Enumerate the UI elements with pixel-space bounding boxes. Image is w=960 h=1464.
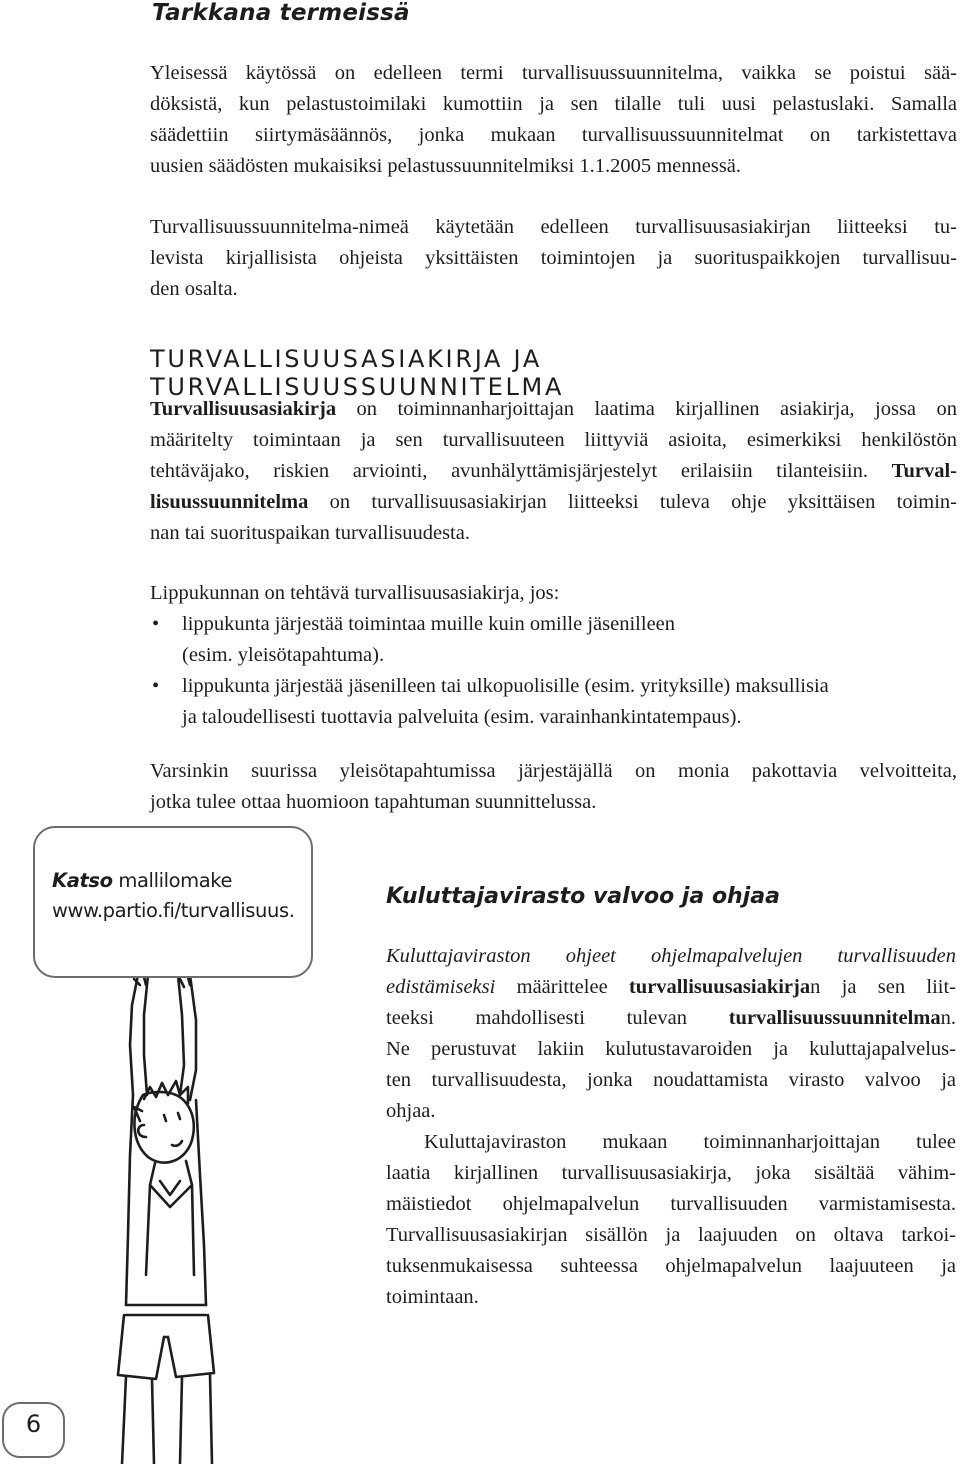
text-line: den osalta.: [150, 278, 238, 300]
text-line: [386, 1003, 956, 1034]
section-title: Tarkkana termeissä: [152, 0, 410, 26]
text-line: Turvallisuusasiakirjan sisällön ja laajuuden on oltava tarkoi-: [386, 1224, 956, 1246]
text-line: mäistiedot ohjelmapalvelun turvallisuuden varmistamisesta.: [386, 1193, 956, 1215]
text-line: lippukunta järjestää toimintaa muille kuin omille jäsenilleen: [182, 613, 676, 635]
list-intro: Lippukunnan on tehtävä turvallisuusasiakirja, jos:: [150, 582, 560, 604]
paragraph-events: [150, 756, 957, 818]
text-line: Varsinkin suurissa yleisötapahtumissa järjestäjällä on monia pakottavia velvoitteita,: [150, 760, 957, 782]
text-line: [386, 972, 956, 1003]
text-span: Kuluttajaviraston ohjeet ohjelmapalvelujen turvallisuuden: [386, 945, 956, 967]
bullet-icon: •: [152, 675, 160, 697]
text-span: teeksi mahdollisesti tulevan: [386, 1007, 729, 1029]
text-line: jotka tulee ottaa huomioon tapahtuman suunnittelussa.: [150, 791, 597, 813]
text-line: levista kirjallisista ohjeista yksittäisten toimintojen ja suorituspaikkojen turvallisuu-: [150, 247, 957, 269]
bullet-icon: •: [152, 613, 160, 635]
list-item: [150, 671, 957, 733]
text-line: Ne perustuvat lakiin kulutustavaroiden ja kuluttajapalvelus-: [386, 1038, 956, 1060]
text-span: tehtäväjako, riskien arviointi, avunhälyttämisjärjestelyt erilaisiin tilanteisiin.: [150, 460, 892, 482]
text-line: uusien säädösten mukaisiksi pelastussuunnitelmiksi 1.1.2005 mennessä.: [150, 155, 742, 177]
text-line: ohjaa.: [386, 1100, 436, 1122]
term-bold: lisuussuunnitelma: [150, 491, 309, 513]
section-heading: TURVALLISUUSASIAKIRJA JA TURVALLISUUSSUUNNITELMA: [150, 345, 565, 401]
paragraph-terms: [150, 58, 957, 182]
term-bold: Turval-: [891, 460, 957, 482]
text-line: nan tai suorituspaikan turvallisuudesta.: [150, 522, 470, 544]
text-line: säädettiin siirtymäsäännös, jonka mukaan turvallisuussuunnitelmat on tarkistettava: [150, 124, 957, 146]
text-span: määrittelee: [495, 976, 629, 998]
bubble-katso: Katso: [52, 869, 113, 892]
text-line: [150, 487, 957, 518]
paragraph-name-usage: [150, 212, 957, 305]
text-line: määritelty toimintaan ja sen turvallisuuteen liittyviä asioita, esimerkiksi henkilöstön: [150, 429, 957, 451]
text-line: Kuluttajaviraston mukaan toiminnanharjoittajan tulee: [424, 1131, 956, 1153]
scout-figure-illustration: [60, 975, 300, 1464]
paragraph-definitions: [150, 394, 957, 549]
bubble-text: [52, 866, 295, 926]
term-bold: turvallisuusasiakirja: [628, 976, 811, 998]
bubble-line: [52, 866, 295, 896]
text-line: [150, 394, 957, 425]
text-line: Yleisessä käytössä on edelleen termi turvallisuussuunnitelma, vaikka se poistui sää-: [150, 62, 957, 84]
text-span: edistämiseksi: [386, 976, 496, 998]
text-line: döksistä, kun pelastustoimilaki kumottiin ja sen tilalle tuli uusi pelastuslaki. Samalla: [150, 93, 957, 115]
text-span: n ja sen liit-: [810, 976, 956, 998]
bullet-list: [150, 609, 957, 733]
bubble-url-link[interactable]: www.partio.fi/turvallisuus.: [52, 899, 295, 922]
text-span: n.: [940, 1007, 956, 1029]
term-bold: Turvallisuusasiakirja: [150, 398, 337, 420]
text-line: [386, 941, 956, 972]
text-line: laatia kirjallinen turvallisuusasiakirja, joka sisältää vähim-: [386, 1162, 956, 1184]
text-line: Turvallisuussuunnitelma-nimeä käytetään edelleen turvallisuusasiakirjan liitteeksi tu-: [150, 216, 957, 238]
text-line: lippukunta järjestää jäsenilleen tai ulkopuolisille (esim. yrityksille) maksullisia: [182, 675, 829, 697]
box-text: [386, 941, 956, 1313]
text-line: tuksenmukaisessa suhteessa ohjelmapalvelun laajuuteen ja: [386, 1255, 956, 1277]
bubble-rest: mallilomake: [112, 869, 233, 892]
text-span: on toiminnanharjoittajan laatima kirjallinen asiakirja, jossa on: [336, 398, 957, 420]
list-item: [150, 609, 957, 671]
page-number: 6: [25, 1410, 42, 1438]
requirements-list-block: [150, 578, 957, 733]
text-line: [150, 456, 957, 487]
term-bold: turvallisuussuunnitelma: [728, 1007, 941, 1029]
box-title: Kuluttajavirasto valvoo ja ohjaa: [386, 884, 780, 909]
text-span: on turvallisuusasiakirjan liitteeksi tuleva ohje yksittäisen toimin-: [308, 491, 957, 513]
text-line: toimintaan.: [386, 1286, 479, 1308]
text-line: ja taloudellisesti tuottavia palveluita (esim. varainhankintatempaus).: [182, 706, 742, 728]
text-line: (esim. yleisötapahtuma).: [182, 644, 385, 666]
text-line: ten turvallisuudesta, jonka noudattamista virasto valvoo ja: [386, 1069, 956, 1091]
